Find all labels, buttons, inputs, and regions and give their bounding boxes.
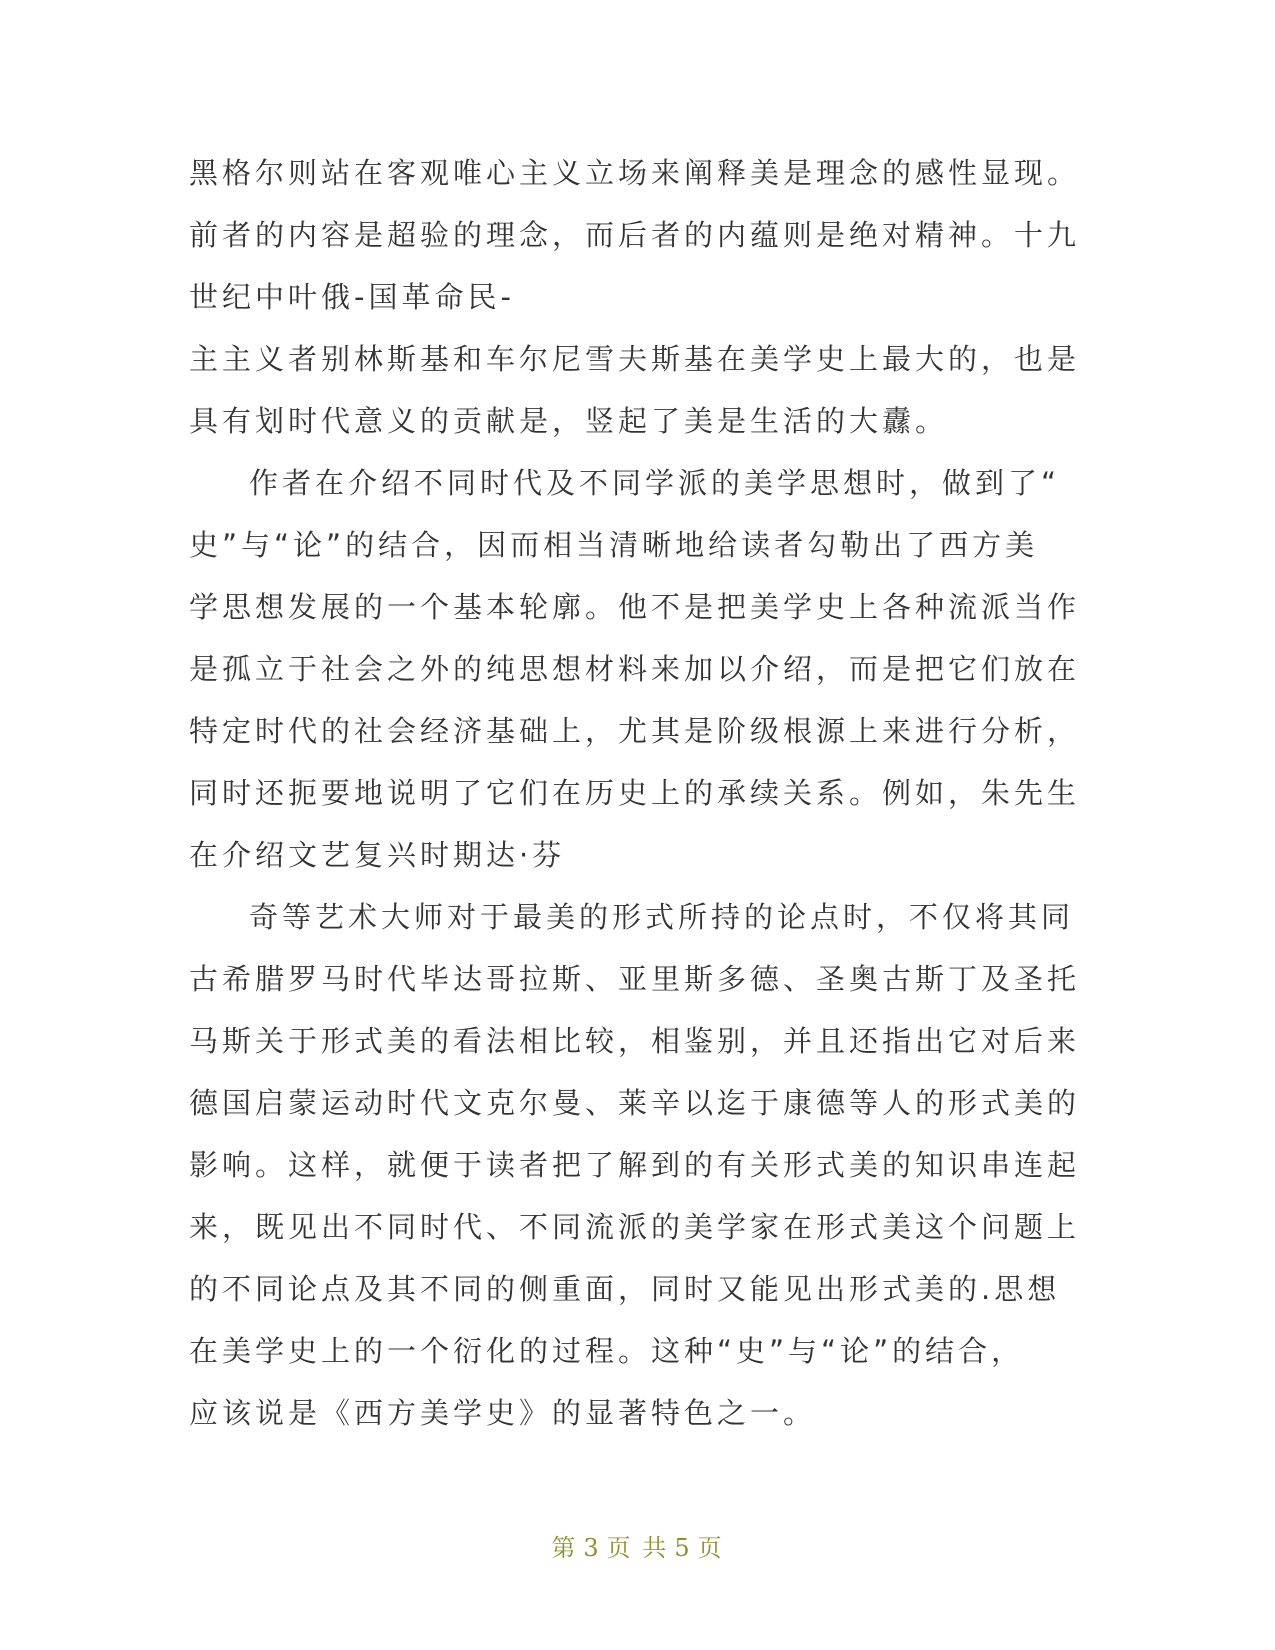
text-line: 的不同论点及其不同的侧重面，同时又能见出形式美的.思想 xyxy=(189,1272,1061,1306)
total-pages-number: 5 xyxy=(674,1534,692,1562)
document-body xyxy=(189,142,1089,1444)
page-label-prefix: 第 xyxy=(551,1534,578,1562)
text-line: 是孤立于社会之外的纯思想材料来加以介绍，而是把它们放在 xyxy=(189,652,1081,686)
text-line: 主主义者别林斯基和车尔尼雪夫斯基在美学史上最大的，也是 xyxy=(189,342,1081,376)
text-line: 作者在介绍不同时代及不同学派的美学思想时，做到了“ xyxy=(249,466,1061,500)
page-label-suffix: 页 xyxy=(697,1534,724,1562)
text-line: 史”与“论”的结合，因而相当清晰地给读者勾勒出了西方美 xyxy=(189,528,1039,562)
text-line: 应该说是《西方美学史》的显著特色之一。 xyxy=(189,1396,817,1430)
text-line: 前者的内容是超验的理念，而后者的内蕴则是绝对精神。十九 xyxy=(189,218,1081,252)
text-line: 来，既见出不同时代、不同流派的美学家在形式美这个问题上 xyxy=(189,1210,1081,1244)
text-line: 奇等艺术大师对于最美的形式所持的论点时，不仅将其同 xyxy=(249,900,1075,934)
text-line: 德国启蒙运动时代文克尔曼、莱辛以迄于康德等人的形式美的 xyxy=(189,1086,1081,1120)
text-line: 世纪中叶俄-国革命民- xyxy=(189,280,515,314)
text-line: 同时还扼要地说明了它们在历史上的承续关系。例如，朱先生 xyxy=(189,776,1081,810)
text-line: 古希腊罗马时代毕达哥拉斯、亚里斯多德、圣奥古斯丁及圣托 xyxy=(189,962,1081,996)
text-line: 学思想发展的一个基本轮廓。他不是把美学史上各种流派当作 xyxy=(189,590,1081,624)
text-line: 马斯关于形式美的看法相比较，相鉴别，并且还指出它对后来 xyxy=(189,1024,1081,1058)
text-line: 在介绍文艺复兴时期达·芬 xyxy=(189,838,566,872)
text-line: 特定时代的社会经济基础上，尤其是阶级根源上来进行分析， xyxy=(189,714,1081,748)
page-footer xyxy=(0,1528,1275,1563)
text-line: 黑格尔则站在客观唯心主义立场来阐释美是理念的感性显现。 xyxy=(189,156,1081,190)
current-page-number: 3 xyxy=(583,1534,601,1562)
text-line: 在美学史上的一个衍化的过程。这种“史”与“论”的结合， xyxy=(189,1334,1025,1368)
text-line: 具有划时代意义的贡献是，竖起了美是生活的大纛。 xyxy=(189,404,949,438)
page-label-mid: 页 共 xyxy=(606,1534,669,1562)
text-line: 影响。这样，就便于读者把了解到的有关形式美的知识串连起 xyxy=(189,1148,1081,1182)
